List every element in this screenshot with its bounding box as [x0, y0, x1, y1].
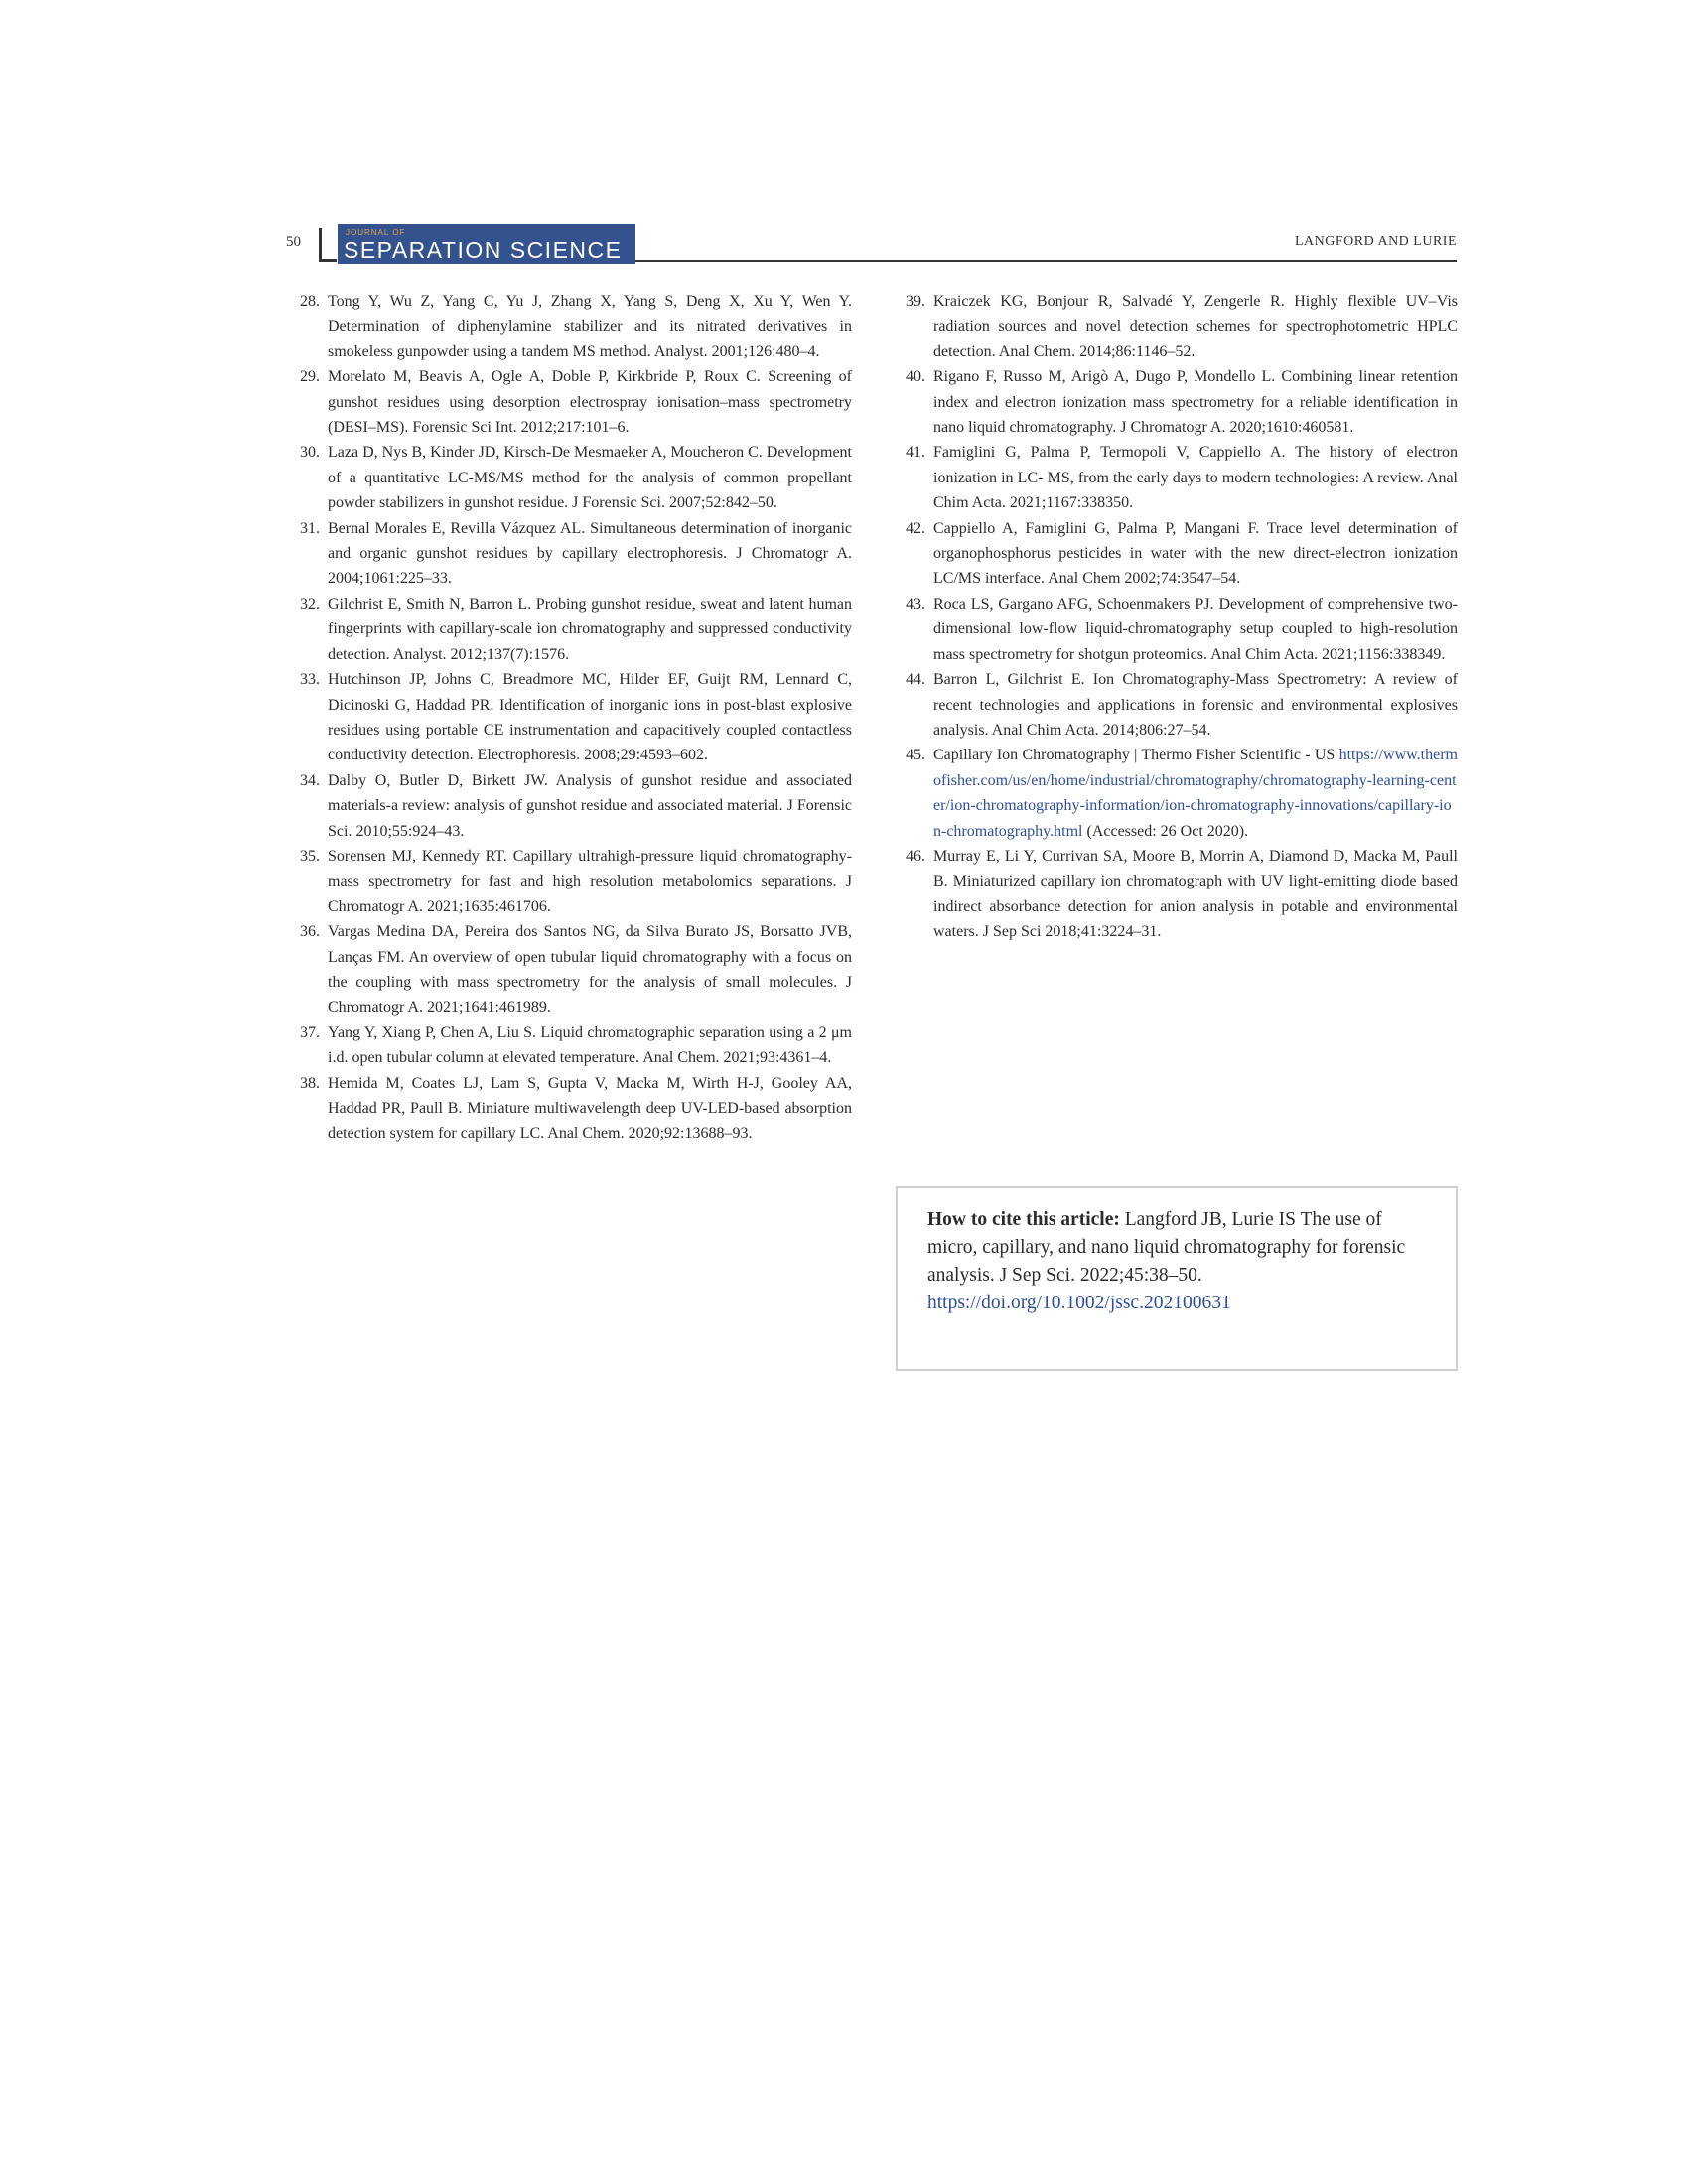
running-head: LANGFORD AND LURIE — [1295, 234, 1457, 249]
reference-number: 32. — [300, 595, 320, 613]
reference-text: Morelato M, Beavis A, Ogle A, Doble P, Kirkbride P, Roux C. Screening of gunshot residues using desorption electrospray ionisation–mass spectrometry (DESI–MS). Forensic Sci Int. 2012;217:101–6. — [328, 368, 852, 437]
reference-item — [290, 364, 852, 440]
reference-number: 43. — [906, 595, 925, 613]
reference-text: Roca LS, Gargano AFG, Schoenmakers PJ. Development of comprehensive two-dimensional low-flow liquid-chromatography setup coupled to high-resolution mass spectrometry for shotgun proteomics. Anal Chim Acta. 2021;1156:338349. — [933, 595, 1458, 663]
reference-item — [896, 844, 1458, 945]
how-to-cite-box — [896, 1186, 1458, 1371]
header-bar-foot — [319, 259, 337, 262]
reference-item — [290, 768, 852, 844]
reference-number: 41. — [906, 444, 925, 462]
reference-number: 33. — [300, 671, 320, 689]
cite-text: Langford JB, Lurie IS The use of micro, capillary, and nano liquid chromatography for forensic analysis. J Sep Sci. 2022;45:38–50. — [927, 1209, 1406, 1286]
reference-text: Capillary Ion Chromatography | Thermo Fisher Scientific - US — [933, 747, 1339, 764]
reference-item — [290, 516, 852, 592]
reference-item — [290, 667, 852, 768]
reference-text: Tong Y, Wu Z, Yang C, Yu J, Zhang X, Yang S, Deng X, Xu Y, Wen Y. Determination of diphenylamine stabilizer and its nitrated derivatives in smokeless gunpowder using a tandem MS method. Analyst. 2001;126:480–4. — [328, 293, 852, 360]
reference-item — [290, 919, 852, 1021]
reference-text: Barron L, Gilchrist E. Ion Chromatography-Mass Spectrometry: A review of recent technologies and applications in forensic and environmental explosives analysis. Anal Chim Acta. 2014;806:27–54. — [933, 671, 1458, 739]
header-bar — [319, 228, 322, 262]
journal-logo — [338, 224, 635, 264]
reference-text: Famiglini G, Palma P, Termopoli V, Cappiello A. The history of electron ionization in LC- MS, from the early days to modern technologies: A review. Anal Chim Acta. 2021;1167:338350. — [933, 444, 1458, 512]
reference-number: 39. — [906, 293, 925, 310]
journal-logo-name: SEPARATION SCIENCE — [344, 237, 623, 263]
reference-item — [896, 592, 1458, 667]
reference-item — [290, 844, 852, 919]
reference-text: Hemida M, Coates LJ, Lam S, Gupta V, Macka M, Wirth H-J, Gooley AA, Haddad PR, Paull B. Miniature multiwavelength deep UV-LED-based absorption detection system for capillary LC. Anal Chem. 2020;92:13688–93. — [328, 1074, 852, 1143]
reference-text: Hutchinson JP, Johns C, Breadmore MC, Hilder EF, Guijt RM, Lennard C, Dicinoski G, Haddad PR. Identification of inorganic ions in post-blast explosive residues using portable CE instrumentation and capacitively coupled contactless conductivity detection. Electrophoresis. 2008;29:4593–602. — [328, 671, 852, 764]
reference-item-45 — [896, 743, 1458, 844]
references-right-column — [896, 289, 1458, 945]
reference-number: 40. — [906, 368, 925, 386]
reference-text: Kraiczek KG, Bonjour R, Salvadé Y, Zengerle R. Highly flexible UV–Vis radiation sources and novel detection schemes for spectrophotometric HPLC detection. Anal Chem. 2014;86:1146–52. — [933, 293, 1458, 360]
reference-item — [290, 440, 852, 515]
reference-number: 36. — [300, 923, 320, 941]
cite-label: How to cite this article: — [927, 1209, 1120, 1230]
reference-number: 29. — [300, 368, 320, 386]
reference-number: 34. — [300, 771, 320, 789]
reference-item — [896, 364, 1458, 440]
reference-item — [896, 289, 1458, 364]
journal-logo-small: JOURNAL OF — [346, 228, 406, 237]
reference-accessed: (Accessed: 26 Oct 2020). — [1082, 822, 1249, 840]
reference-text: Rigano F, Russo M, Arigò A, Dugo P, Mondello L. Combining linear retention index and electron ionization mass spectrometry for a reliable identification in nano liquid chromatography. J Chromatogr A. 2020;1610:460581. — [933, 368, 1458, 437]
reference-text: Sorensen MJ, Kennedy RT. Capillary ultrahigh-pressure liquid chromatography-mass spectrometry for fast and high resolution metabolomics separations. J Chromatogr A. 2021;1635:461706. — [328, 847, 852, 915]
reference-item — [896, 667, 1458, 743]
reference-item — [290, 1071, 852, 1147]
reference-link[interactable]: https://www.thermofisher.com/us/en/home/industrial/chromatography/chromatography-learning-center/ion-chromatography-information/ion-chromatography-innovations/capillary-ion-chromatography.html — [933, 747, 1458, 840]
reference-text: Vargas Medina DA, Pereira dos Santos NG, da Silva Burato JS, Borsatto JVB, Lanças FM. An overview of open tubular liquid chromatography with a focus on the coupling with mass spectrometry for the analysis of small molecules. J Chromatogr A. 2021;1641:461989. — [328, 923, 852, 1017]
reference-number: 30. — [300, 444, 320, 462]
reference-item — [290, 1021, 852, 1071]
reference-number: 38. — [300, 1074, 320, 1092]
reference-item — [290, 592, 852, 667]
references-left-column — [290, 289, 852, 1147]
page-header — [286, 224, 1457, 264]
reference-number: 28. — [300, 293, 320, 310]
reference-text: Bernal Morales E, Revilla Vázquez AL. Simultaneous determination of inorganic and organic gunshot residues by capillary electrophoresis. J Chromatogr A. 2004;1061:225–33. — [328, 519, 852, 588]
reference-number: 37. — [300, 1024, 320, 1041]
reference-number: 42. — [906, 519, 925, 537]
reference-text: Yang Y, Xiang P, Chen A, Liu S. Liquid chromatographic separation using a 2 μm i.d. open tubular column at elevated temperature. Anal Chem. 2021;93:4361–4. — [328, 1024, 852, 1067]
reference-number: 31. — [300, 519, 320, 537]
reference-item — [896, 516, 1458, 592]
cite-doi-link[interactable]: https://doi.org/10.1002/jssc.202100631 — [927, 1293, 1231, 1313]
header-rule — [635, 260, 1457, 262]
page-number: 50 — [286, 234, 301, 250]
reference-text: Cappiello A, Famiglini G, Palma P, Mangani F. Trace level determination of organophosphorus pesticides in water with the new direct-electron ionization LC/MS interface. Anal Chem 2002;74:3547–54. — [933, 519, 1458, 588]
reference-text: Dalby O, Butler D, Birkett JW. Analysis of gunshot residue and associated materials-a review: analysis of gunshot residue and associated material. J Forensic Sci. 2010;55:924–43. — [328, 771, 852, 840]
reference-text: Murray E, Li Y, Currivan SA, Moore B, Morrin A, Diamond D, Macka M, Paull B. Miniaturized capillary ion chromatograph with UV light-emitting diode based indirect absorbance detection for anion analysis in potable and environmental waters. J Sep Sci 2018;41:3224–31. — [933, 847, 1458, 941]
reference-number: 35. — [300, 847, 320, 865]
reference-item — [290, 289, 852, 364]
reference-number: 45. — [906, 747, 925, 764]
reference-number: 46. — [906, 847, 925, 865]
reference-text: Gilchrist E, Smith N, Barron L. Probing gunshot residue, sweat and latent human fingerprints with capillary-scale ion chromatography and suppressed conductivity detection. Analyst. 2012;137(7):1576. — [328, 595, 852, 663]
reference-text: Laza D, Nys B, Kinder JD, Kirsch-De Mesmaeker A, Moucheron C. Development of a quantitative LC-MS/MS method for the analysis of common propellant powder stabilizers in gunshot residue. J Forensic Sci. 2007;52:842–50. — [328, 444, 852, 512]
reference-item — [896, 440, 1458, 515]
reference-number: 44. — [906, 671, 925, 689]
